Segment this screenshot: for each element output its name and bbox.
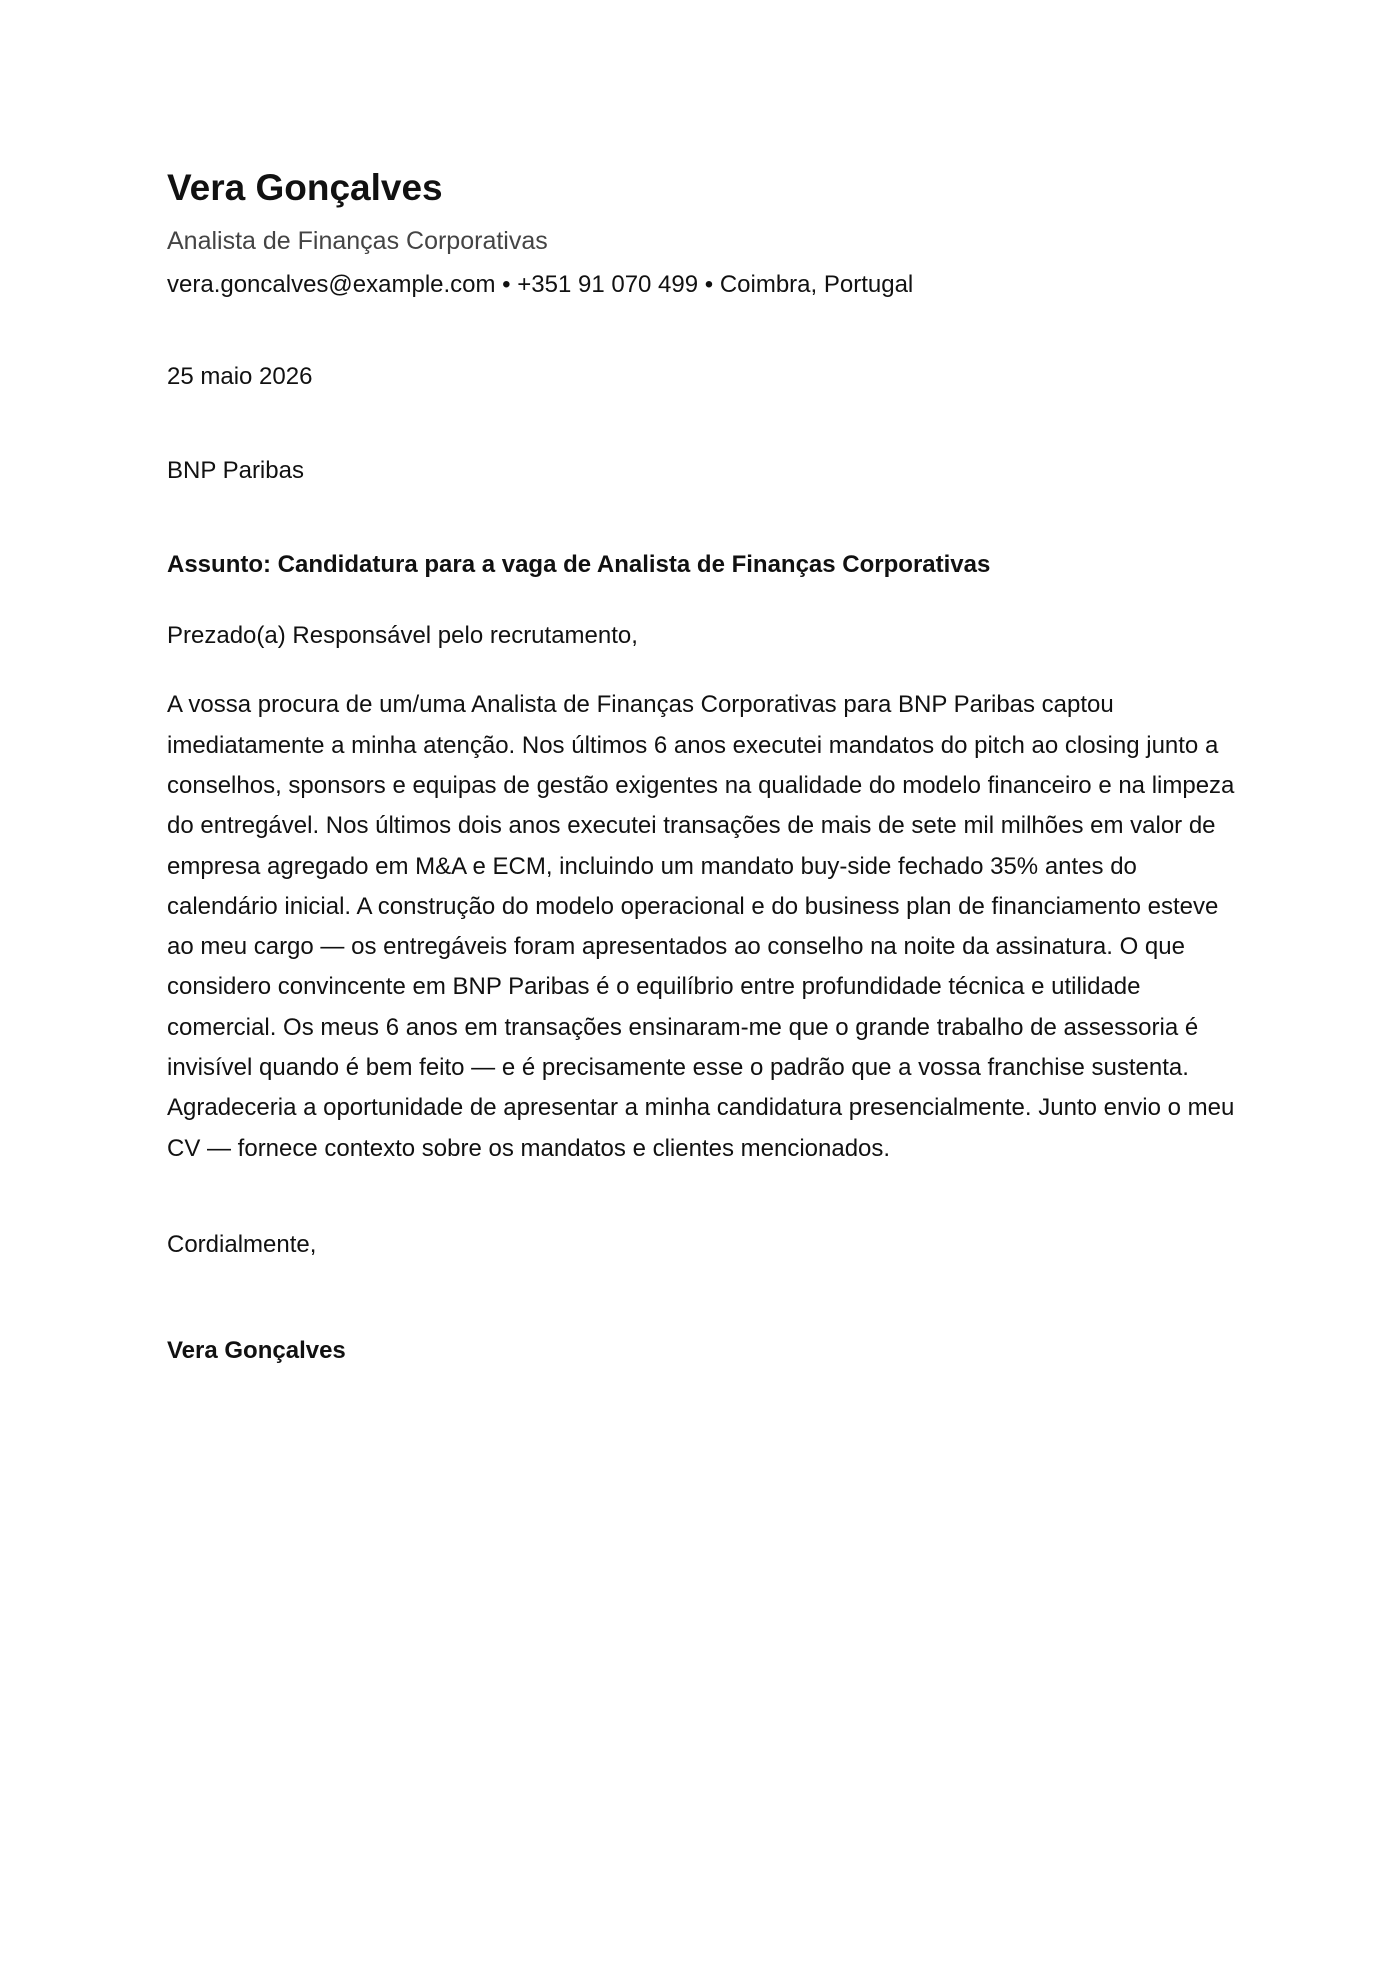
closing: Cordialmente, <box>167 1230 317 1258</box>
cover-letter <box>167 166 1247 1366</box>
subject-line: Assunto: Candidatura para a vaga de Analista de Finanças Corporativas <box>167 550 991 578</box>
recipient: BNP Paribas <box>167 456 304 484</box>
letter-body: A vossa procura de um/uma Analista de Finanças Corporativas para BNP Paribas captou imediatamente a minha atenção. Nos últimos 6 anos executei mandatos do pitch ao closing junto a conselhos, sponsors e equipas de gestão exigentes na qualidade do modelo financeiro e na limpeza do entregável. Nos últimos dois anos executei transações de mais de sete mil milhões em valor de empresa agregado em M&A e ECM, incluindo um mandato buy-side fechado 35% antes do calendário inicial. A construção do modelo operacional e do business plan de financiamento esteve ao meu cargo — os entregáveis foram apresentados ao conselho na noite da assinatura. O que considero convincente em BNP Paribas é o equilíbrio entre profundidade técnica e utilidade comercial. Os meus 6 anos em transações ensinaram-me que o grande trabalho de assessoria é invisível quando é bem feito — e é precisamente esse o padrão que a vossa franchise sustenta. Agradeceria a oportunidade de apresentar a minha candidatura presencialmente. Junto envio o meu CV — fornece contexto sobre os mandatos e clientes mencionados. <box>167 691 1235 1162</box>
applicant-role: Analista de Finanças Corporativas <box>167 227 548 256</box>
applicant-name: Vera Gonçalves <box>167 167 443 208</box>
signature: Vera Gonçalves <box>167 1337 346 1365</box>
salutation: Prezado(a) Responsável pelo recrutamento, <box>167 622 638 650</box>
contact-line: vera.goncalves@example.com • +351 91 070 499 • Coimbra, Portugal <box>167 271 914 299</box>
letter-date: 25 maio 2026 <box>167 362 313 390</box>
